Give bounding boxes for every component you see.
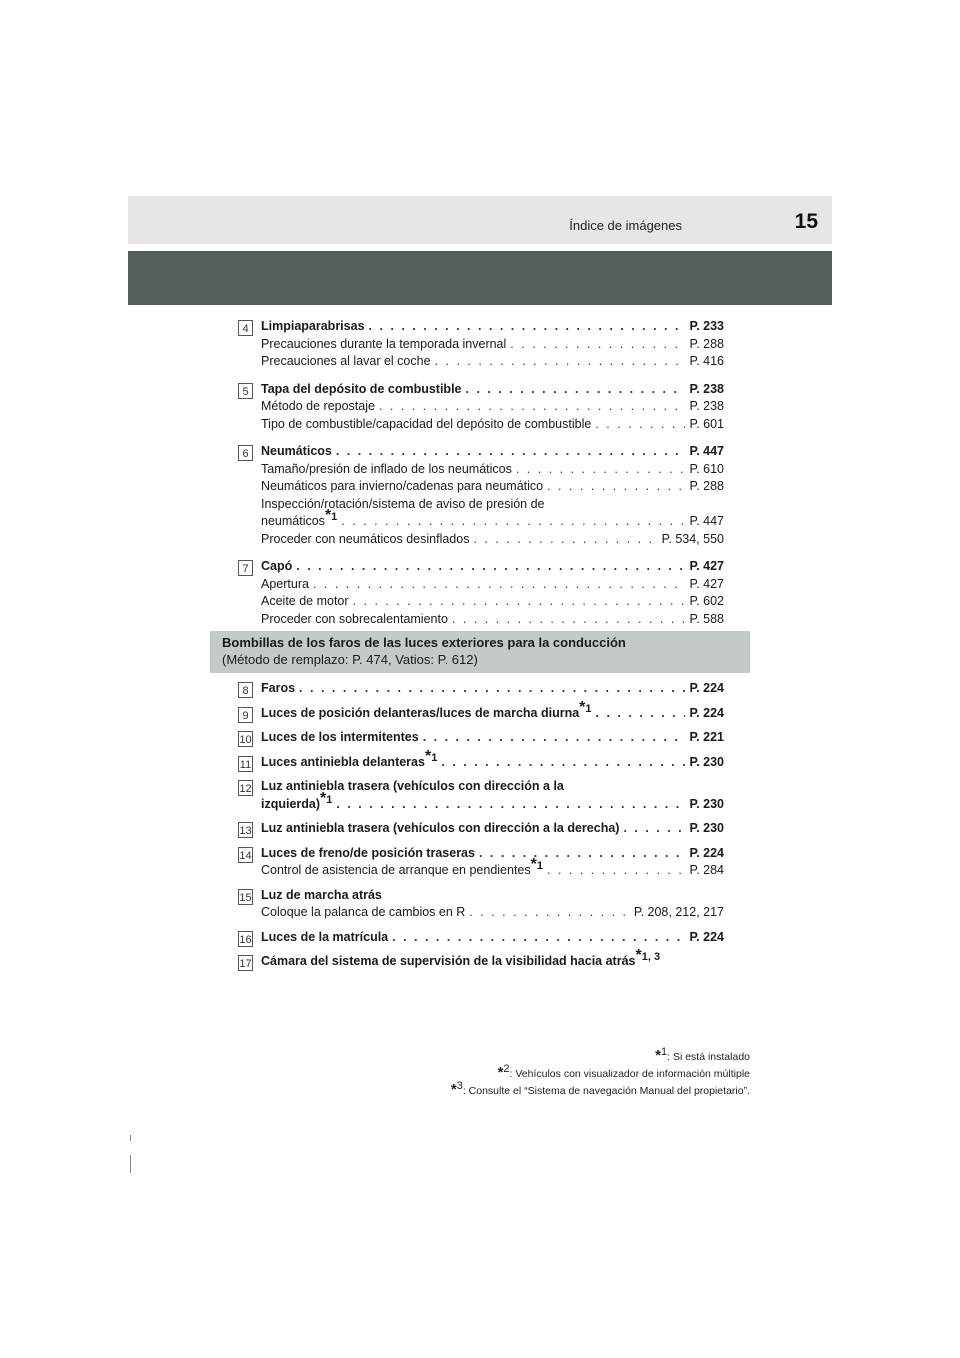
item-number-badge: 16 [238, 931, 253, 947]
index-entry [238, 558, 724, 628]
page-reference[interactable]: P. 233 [689, 319, 724, 333]
entry-text: Proceder con neumáticos desinflados [261, 531, 470, 546]
item-number-badge: 17 [238, 955, 253, 971]
page-reference[interactable]: P. 230 [689, 796, 724, 811]
entry-line [261, 698, 724, 723]
entry-text: Método de repostaje [261, 399, 375, 413]
page-reference[interactable]: P. 208, 212, 217 [633, 905, 724, 919]
footnotes [451, 1048, 750, 1099]
item-number-badge: 8 [238, 682, 253, 698]
index-entry [238, 887, 724, 922]
entry-text: Limpiaparabrisas [261, 319, 365, 333]
entry-line [261, 729, 724, 747]
entry-line [261, 576, 724, 594]
dot-leader [473, 531, 657, 549]
page-reference[interactable]: P. 224 [689, 845, 724, 860]
item-number-badge: 12 [238, 780, 253, 796]
page-reference[interactable]: P. 427 [689, 559, 724, 573]
entry-line [261, 531, 724, 549]
item-number-badge: 9 [238, 707, 253, 723]
entry-line [261, 820, 724, 838]
entry-line [261, 593, 724, 611]
section-heading: Bombillas de los faros de las luces exteriores para la conducción [222, 635, 626, 650]
entry-line [261, 443, 724, 461]
page-reference[interactable]: P. 447 [689, 514, 724, 528]
dot-leader [547, 478, 685, 496]
entry-text: Luces de freno/de posición traseras [261, 845, 475, 860]
page-reference[interactable]: P. 224 [689, 705, 724, 720]
entry-list-lower [238, 680, 724, 978]
footnote-ref: *1 [424, 747, 438, 765]
page-reference[interactable]: P. 416 [689, 354, 724, 368]
entry-line [261, 929, 724, 947]
entry-text: neumáticos$^{*1}$ [261, 507, 338, 528]
page-reference[interactable]: P. 230 [689, 754, 724, 769]
entry-text: Tipo de combustible/capacidad del depósito de combustible [261, 416, 592, 431]
page-number: 15 [794, 210, 818, 233]
page-reference[interactable]: P. 284 [689, 863, 724, 877]
dot-leader [516, 461, 686, 479]
entry-text: Control de asistencia de arranque en pendientes$^{*1}$ [261, 856, 543, 877]
entry-line [261, 461, 724, 479]
dot-leader [466, 381, 686, 399]
page-reference[interactable]: P. 221 [689, 730, 724, 744]
entry-text: Proceder con sobrecalentamiento [261, 611, 448, 626]
page-reference[interactable]: P. 288 [689, 479, 724, 493]
page-reference[interactable]: P. 447 [689, 444, 724, 458]
item-number-badge: 15 [238, 889, 253, 905]
entry-line [261, 845, 724, 863]
footnote-ref: *1 [324, 507, 338, 524]
footnote-ref: *1 [320, 789, 333, 807]
item-number-badge: 4 [238, 320, 253, 336]
entry-text: Precauciones al lavar el coche [261, 354, 431, 368]
index-entry [238, 747, 724, 772]
dot-leader [353, 593, 686, 611]
dot-leader [299, 680, 685, 698]
page-reference[interactable]: P. 427 [689, 576, 724, 591]
item-number-badge: 5 [238, 383, 253, 399]
entry-text: Luces antiniebla delanteras$^{*1}$ [261, 747, 438, 769]
entry-line [261, 353, 724, 371]
index-entry [238, 698, 724, 723]
page-reference[interactable]: P. 224 [689, 929, 724, 944]
footnote-ref: *1 [579, 698, 592, 716]
entry-text: Neumáticos para invierno/cadenas para neumático [261, 479, 544, 493]
dot-leader [336, 443, 686, 461]
page-reference[interactable]: P. 238 [689, 399, 724, 413]
entry-text: Luz antiniebla trasera (vehículos con dirección a la derecha) [261, 821, 620, 835]
entry-line [261, 336, 724, 354]
dot-leader [623, 820, 685, 838]
entry-text: Capó [261, 559, 293, 573]
entry-text: Luz de marcha atrás [261, 887, 382, 902]
entry-line [261, 887, 724, 905]
entry-line [261, 507, 724, 531]
entry-text: Luces de los intermitentes [261, 730, 419, 744]
margin-mark [130, 1155, 131, 1173]
entry-line [261, 478, 724, 496]
entry-line [261, 611, 724, 629]
entry-text: Tamaño/presión de inflado de los neumáticos [261, 461, 512, 476]
entry-line [261, 318, 724, 336]
dot-leader [313, 576, 686, 594]
entry-list-upper [238, 318, 724, 638]
entry-text: Faros [261, 681, 296, 695]
footnote: *$^3$: Consulte el “Sistema de navegación Manual del propietario”. [450, 1080, 750, 1098]
page-reference[interactable]: P. 534, 550 [661, 531, 724, 546]
dot-leader [547, 862, 685, 880]
index-entry [238, 680, 724, 698]
index-entry [238, 947, 724, 971]
index-entry [238, 820, 724, 838]
header-band [128, 251, 832, 305]
index-entry [238, 778, 724, 813]
item-number-badge: 11 [238, 756, 253, 772]
page-reference[interactable]: P. 288 [689, 336, 724, 351]
entry-text: Inspección/rotación/sistema de aviso de presión de [261, 496, 545, 511]
entry-text: Luz antiniebla trasera (vehículos con dirección a la [261, 779, 564, 793]
entry-line [261, 789, 724, 814]
entry-text: Coloque la palanca de cambios en R [261, 905, 466, 919]
entry-line [261, 680, 724, 698]
entry-text: Precauciones durante la temporada invernal [261, 336, 507, 351]
item-number-badge: 10 [238, 731, 253, 747]
page-reference[interactable]: P. 602 [689, 594, 724, 608]
dot-leader [435, 353, 686, 371]
entry-line [261, 778, 724, 796]
index-entry [238, 929, 724, 947]
entry-text: Tapa del depósito de combustible [261, 381, 462, 396]
section-subtitle: (Método de remplazo: P. 474, Vatios: P. 612) [222, 652, 478, 667]
dot-leader [379, 398, 686, 416]
entry-line [261, 947, 724, 971]
entry-line [261, 416, 724, 434]
entry-text: izquierda)$^{*1}$ [261, 789, 333, 811]
entry-text: Luces de posición delanteras/luces de marcha diurna$^{*1}$ [261, 698, 592, 720]
dot-leader [595, 416, 685, 434]
item-number-badge: 7 [238, 560, 253, 576]
entry-line [261, 558, 724, 576]
index-entry [238, 443, 724, 548]
entry-text: Luces de la matrícula [261, 929, 389, 944]
index-entry [238, 845, 724, 880]
index-entry [238, 729, 724, 747]
margin-mark [130, 1135, 131, 1141]
dot-leader [392, 929, 685, 947]
dot-leader [369, 318, 686, 336]
dot-leader [423, 729, 686, 747]
dot-leader [441, 754, 685, 772]
dot-leader [510, 336, 685, 354]
footnote: *$^2$: Vehículos con visualizador de información múltiple [497, 1063, 750, 1081]
dot-leader [469, 904, 630, 922]
page-reference[interactable]: P. 588 [689, 611, 724, 626]
entry-text: Neumáticos [261, 444, 332, 458]
entry-text: Cámara del sistema de supervisión de la visibilidad hacia atrás$^{*1, 3}$ [261, 947, 661, 968]
section-box [210, 631, 750, 673]
dot-leader [479, 845, 686, 863]
entry-line [261, 398, 724, 416]
index-entry [238, 318, 724, 371]
footnote-ref: *1, 3 [635, 947, 661, 964]
page-reference[interactable]: P. 238 [689, 381, 724, 396]
index-entry [238, 381, 724, 434]
section-title-header: Índice de imágenes [569, 218, 682, 233]
item-number-badge: 6 [238, 445, 253, 461]
entry-line [261, 747, 724, 772]
dot-leader [452, 611, 686, 629]
entry-line [261, 856, 724, 880]
page-reference[interactable]: P. 601 [689, 416, 724, 431]
dot-leader [596, 705, 686, 723]
page-reference[interactable]: P. 224 [689, 681, 724, 695]
footnote-ref: *1 [530, 856, 543, 873]
entry-line [261, 904, 724, 922]
dot-leader [336, 796, 685, 814]
page-reference[interactable]: P. 230 [689, 821, 724, 835]
item-number-badge: 14 [238, 847, 253, 863]
dot-leader [296, 558, 685, 576]
item-number-badge: 13 [238, 822, 253, 838]
dot-leader [341, 513, 685, 531]
entry-text: Aceite de motor [261, 594, 349, 608]
page-header [128, 196, 832, 244]
entry-line [261, 381, 724, 399]
page-reference[interactable]: P. 610 [689, 461, 724, 476]
entry-text: Apertura [261, 576, 309, 591]
footnote: *$^1$: Si está instalado [655, 1046, 750, 1064]
